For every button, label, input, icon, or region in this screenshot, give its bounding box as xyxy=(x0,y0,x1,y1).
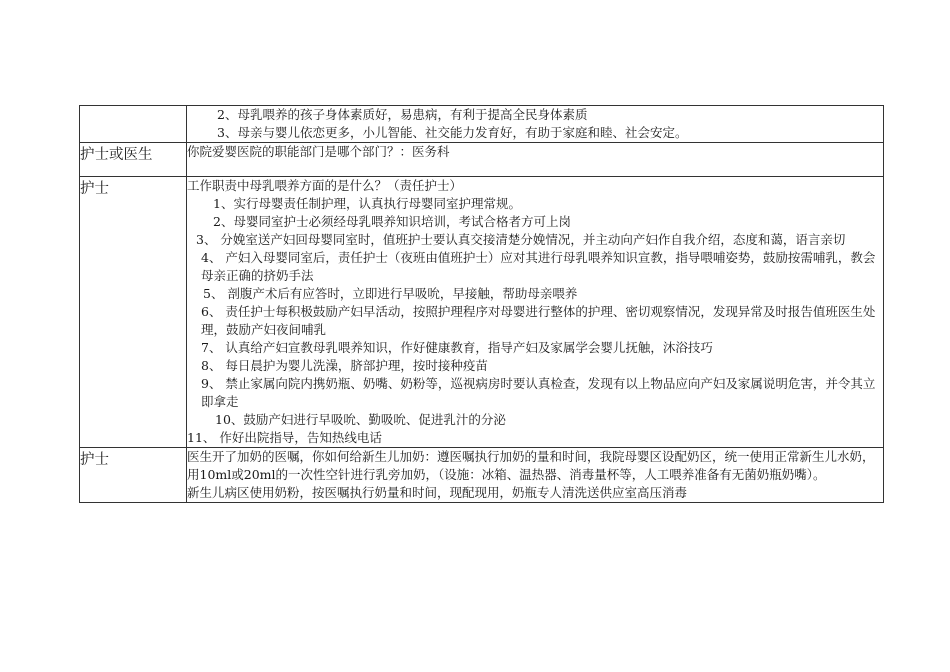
answer-line: 2、母乳喂养的孩子身体素质好，易患病，有利于提高全民身体素质 xyxy=(217,107,588,122)
answer-line: 1、实行母婴责任制护理，认真执行母婴同室护理常规。 xyxy=(213,196,521,211)
answer-cell xyxy=(187,177,884,448)
answer-line: 4、 产妇入母婴同室后，责任护士（夜班由值班护士）应对其进行母乳喂养知识宣教，指导喂哺姿势，鼓励按需哺乳，教会母亲正确的挤奶手法 xyxy=(201,250,876,283)
role-cell: 护士 xyxy=(80,177,187,448)
answer-line: 3、母亲与婴儿依恋更多，小儿智能、社交能力发育好，有助于家庭和睦、社会安定。 xyxy=(217,125,688,140)
answer-line: 6、 责任护士每积极鼓励产妇早活动，按照护理程序对母婴进行整体的护理、密切观察情况，发现异常及时报告值班医生处理，鼓励产妇夜间哺乳 xyxy=(201,304,876,337)
answer-cell xyxy=(187,143,884,177)
question-line: 工作职责中母乳喂养方面的是什么？（责任护士） xyxy=(187,178,463,193)
table-row xyxy=(80,177,884,448)
answer-line: 5、 剖腹产术后有应答时，立即进行早吸吮，早接触，帮助母亲喂养 xyxy=(203,286,578,301)
answer-line: 新生儿病区使用奶粉，按医嘱执行奶量和时间，现配现用，奶瓶专人清洗送供应室高压消毒 xyxy=(187,485,688,500)
answer-line: 医生开了加奶的医嘱，你如何给新生儿加奶：遵医嘱执行加奶的量和时间，我院母婴区设配奶区，统一使用正常新生儿水奶，用10ml或20ml的一次性空针进行乳旁加奶，（设施：冰箱、温热器、消毒量杯等，人工喂养准备有无菌奶瓶奶嘴）。 xyxy=(187,449,875,482)
answer-cell xyxy=(187,106,884,143)
answer-line: 9、 禁止家属向院内携奶瓶、奶嘴、奶粉等，巡视病房时要认真检查，发现有以上物品应向产妇及家属说明危害，并令其立即拿走 xyxy=(201,376,876,409)
role-cell: 护士或医生 xyxy=(80,143,187,177)
table-row xyxy=(80,448,884,503)
answer-line: 11、 作好出院指导，告知热线电话 xyxy=(187,430,382,445)
question-line: 你院爱婴医院的职能部门是哪个部门？：医务科 xyxy=(187,144,450,159)
table-row xyxy=(80,106,884,143)
role-cell: 护士 xyxy=(80,448,187,503)
answer-cell xyxy=(187,448,884,503)
answer-line: 3、 分娩室送产妇回母婴同室时，值班护士要认真交接清楚分娩情况，并主动向产妇作自我介绍，态度和蔼，语言亲切 xyxy=(196,232,846,247)
answer-line: 7、 认真给产妇宣教母乳喂养知识，作好健康教育，指导产妇及家属学会婴儿抚触，沐浴技巧 xyxy=(201,340,713,355)
qa-table xyxy=(79,105,884,503)
answer-line: 8、 每日晨护为婴儿洗澡，脐部护理，按时接种疫苗 xyxy=(201,358,488,373)
answer-line: 10、鼓励产妇进行早吸吮、勤吸吮、促进乳汁的分泌 xyxy=(215,412,506,427)
table-row xyxy=(80,143,884,177)
answer-line: 2、母婴同室护士必须经母乳喂养知识培训，考试合格者方可上岗 xyxy=(213,214,571,229)
role-cell xyxy=(80,106,187,143)
